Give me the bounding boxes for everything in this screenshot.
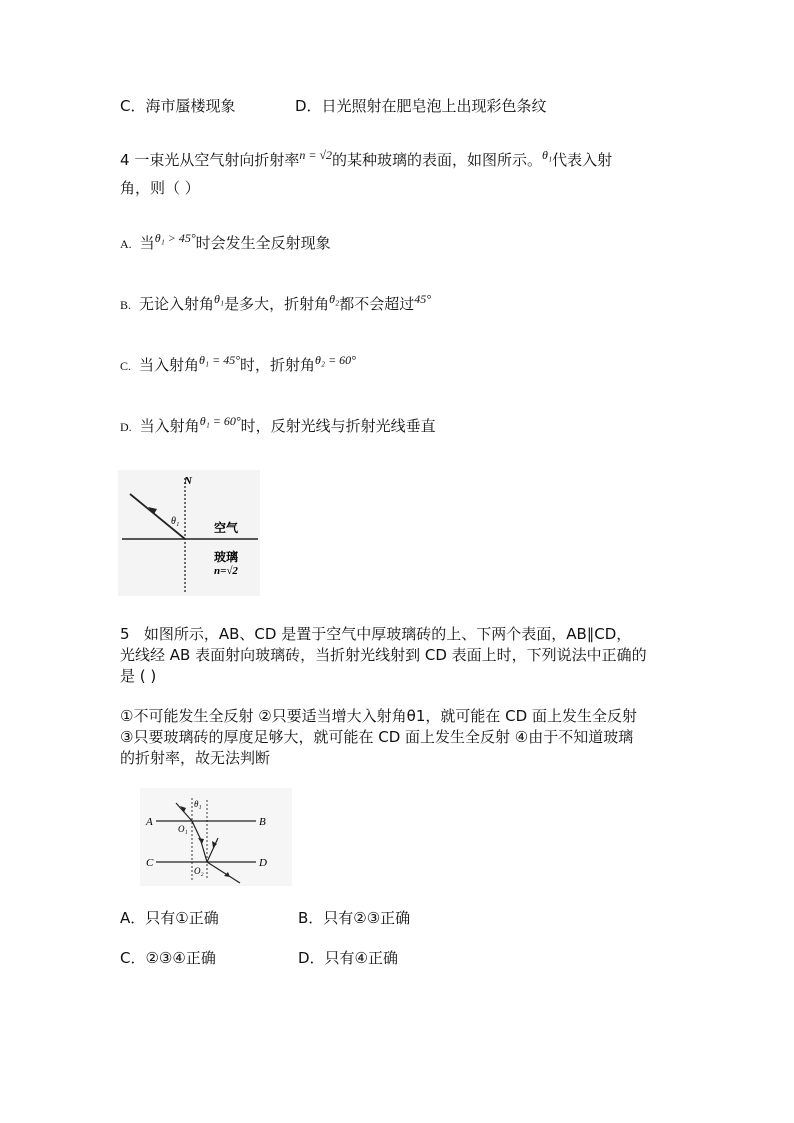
option-math: 45°: [414, 292, 432, 306]
option-text: 时，折射角: [240, 356, 316, 374]
q5-number: 5: [120, 625, 130, 643]
option-math: θ₁: [214, 292, 225, 306]
label-c: C: [146, 857, 154, 869]
q5-stem-line3: 是 ( ): [120, 667, 157, 685]
q5-stem-text: 如图所示，AB、CD 是置于空气中厚玻璃砖的上、下两个表面，AB∥CD，: [143, 625, 632, 643]
q5-option-c: C．②③④正确: [120, 949, 216, 967]
option-label: A.: [120, 237, 132, 251]
q3-option-d: D．日光照射在肥皂泡上出现彩色条纹: [295, 97, 547, 115]
option-label: D.: [120, 420, 132, 434]
option-math: θ₁ > 45°: [154, 231, 196, 245]
glass-label: 玻璃: [214, 550, 239, 564]
option-text: 是多大，折射角: [224, 295, 330, 313]
label-b: B: [259, 816, 266, 828]
q4-option-b: [120, 294, 431, 315]
q5-option-a: A．只有①正确: [120, 909, 219, 927]
label-d: D: [259, 857, 267, 869]
label-o2: O₂: [194, 866, 204, 876]
option-math: θ₂: [329, 292, 340, 306]
option-text: 都不会超过: [339, 295, 415, 313]
q5-stem-line1: [120, 624, 631, 644]
option-text: 当入射角: [139, 417, 200, 435]
q4-stem-line1: [120, 150, 612, 171]
figure-background: [140, 788, 292, 886]
q4-number: 4: [120, 151, 130, 169]
option-math: θ₁ = 45°: [199, 353, 240, 367]
q5-option-b: B．只有②③正确: [298, 909, 411, 927]
q5-statements-line2: ③只要玻璃砖的厚度足够大，就可能在 CD 面上发生全反射 ④由于不知道玻璃: [120, 728, 634, 746]
option-text: 无论入射角: [139, 295, 215, 313]
q5-statements-line3: 的折射率，故无法判断: [120, 749, 271, 767]
option-label: C.: [120, 359, 132, 373]
label-a: A: [146, 816, 153, 828]
q3-option-c: C．海市蜃楼现象: [120, 97, 236, 115]
q4-refraction-figure: [118, 470, 260, 596]
option-text: 当: [139, 234, 155, 252]
angle-label: θ₁: [171, 516, 180, 527]
q4-option-d: [120, 416, 436, 437]
normal-label: N: [184, 475, 192, 487]
air-label: 空气: [214, 521, 239, 535]
q5-statements-line1: ①不可能发生全反射 ②只要适当增大入射角θ1，就可能在 CD 面上发生全反射: [120, 707, 637, 725]
q4-n-expr: n = √2: [299, 148, 333, 162]
q4-stem-b: 的某种玻璃的表面，如图所示。: [332, 151, 543, 169]
q4-stem-c: 代表入射: [552, 151, 613, 169]
label-theta1: θ₁: [194, 799, 202, 809]
q4-option-a: [120, 233, 331, 254]
q4-stem-a: 一束光从空气射向折射率: [134, 151, 300, 169]
option-text: 当入射角: [139, 356, 200, 374]
option-text: 时会发生全反射现象: [195, 234, 331, 252]
n-label: n=√2: [214, 565, 238, 577]
option-label: B.: [120, 298, 132, 312]
figure-background: [118, 470, 260, 596]
label-o1: O₁: [178, 824, 188, 834]
q4-option-c: [120, 355, 356, 376]
q4-theta1: θ₁: [542, 148, 553, 162]
q5-stem-line2: 光线经 AB 表面射向玻璃砖，当折射光线射到 CD 表面上时，下列说法中正确的: [120, 646, 647, 664]
q4-stem-line2: 角，则（ ）: [120, 179, 200, 197]
option-math: θ₁ = 60°: [199, 414, 241, 428]
option-math: θ₂ = 60°: [315, 353, 356, 367]
option-text: 时，反射光线与折射光线垂直: [240, 417, 436, 435]
q5-glass-block-figure: [140, 788, 292, 886]
q5-option-d: D．只有④正确: [298, 949, 398, 967]
